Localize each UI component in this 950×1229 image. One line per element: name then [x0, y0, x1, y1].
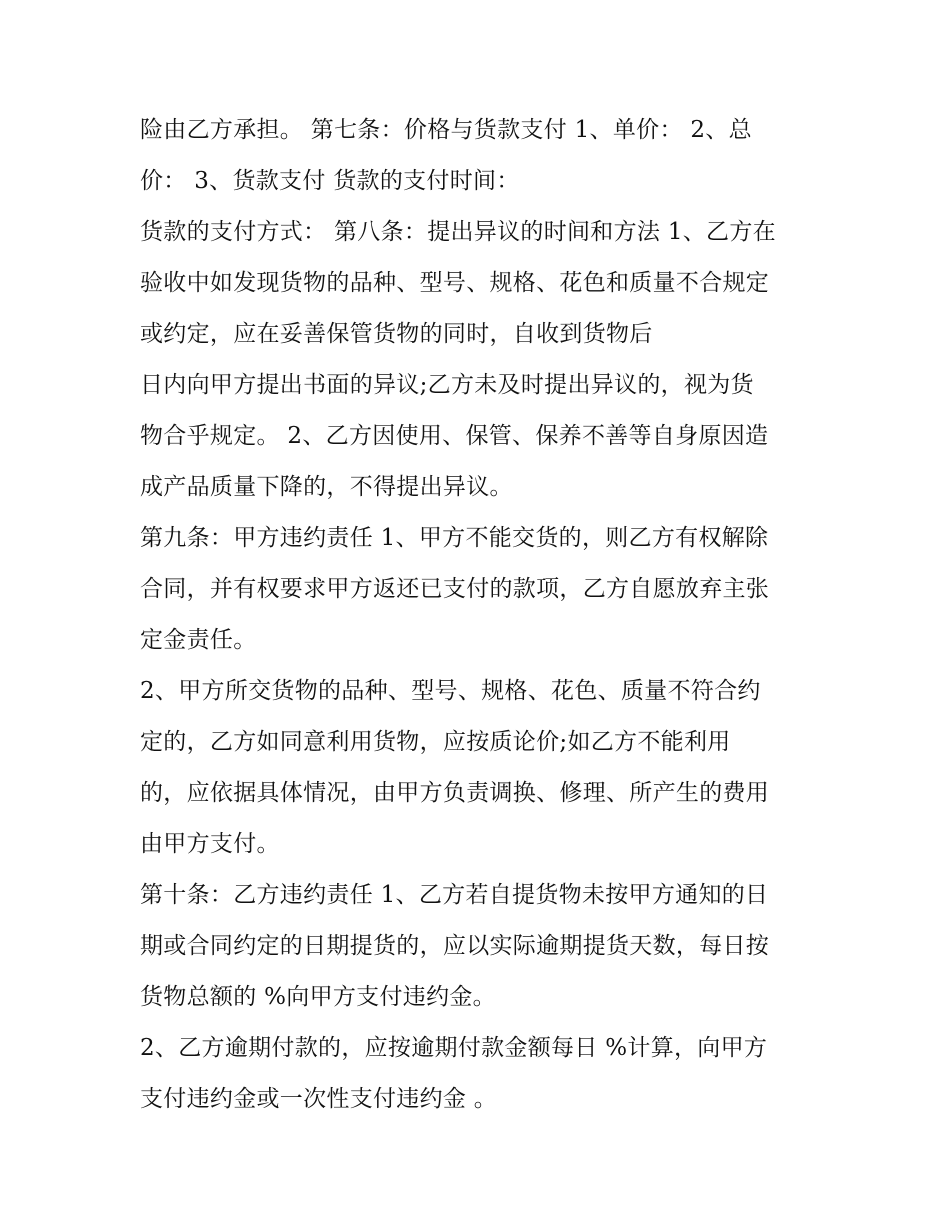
text-line: 验收中如发现货物的品种、型号、规格、花色和质量不合规定	[140, 270, 770, 296]
text-line: 定的，乙方如同意利用货物，应按质论价;如乙方不能利用	[140, 729, 731, 755]
text-line: 2、甲方所交货物的品种、型号、规格、花色、质量不符合约	[140, 678, 761, 704]
text-line: 第九条：甲方违约责任 1、甲方不能交货的，则乙方有权解除	[140, 525, 769, 551]
text-line: 日内向甲方提出书面的异议;乙方未及时提出异议的，视为货	[140, 372, 754, 398]
text-line: 价： 3、货款支付 货款的支付时间：	[140, 168, 520, 194]
text-line: 货款的支付方式： 第八条：提出异议的时间和方法 1、乙方在	[140, 219, 776, 245]
text-line: 物合乎规定。 2、乙方因使用、保管、保养不善等自身原因造	[140, 423, 769, 449]
text-line: 的，应依据具体情况，由甲方负责调换、修理、所产生的费用	[140, 780, 770, 806]
text-line: 定金责任。	[140, 627, 257, 653]
text-line: 合同，并有权要求甲方返还已支付的款项，乙方自愿放弃主张	[140, 576, 770, 602]
text-line: 支付违约金或一次性支付违约金 。	[140, 1086, 498, 1112]
text-line: 或约定，应在妥善保管货物的同时，自收到货物后	[140, 321, 653, 347]
text-line: 2、乙方逾期付款的，应按逾期付款金额每日 %计算，向甲方	[140, 1035, 768, 1061]
contract-text	[140, 108, 820, 1128]
text-line: 险由乙方承担。 第七条：价格与货款支付 1、单价： 2、总	[140, 117, 752, 143]
text-line: 成产品质量下降的，不得提出异议。	[140, 474, 513, 500]
text-line: 期或合同约定的日期提货的，应以实际逾期提货天数，每日按	[140, 933, 770, 959]
text-line: 货物总额的 %向甲方支付违约金。	[140, 984, 496, 1010]
text-line: 由甲方支付。	[140, 831, 280, 857]
text-line: 第十条：乙方违约责任 1、乙方若自提货物未按甲方通知的日	[140, 882, 769, 908]
